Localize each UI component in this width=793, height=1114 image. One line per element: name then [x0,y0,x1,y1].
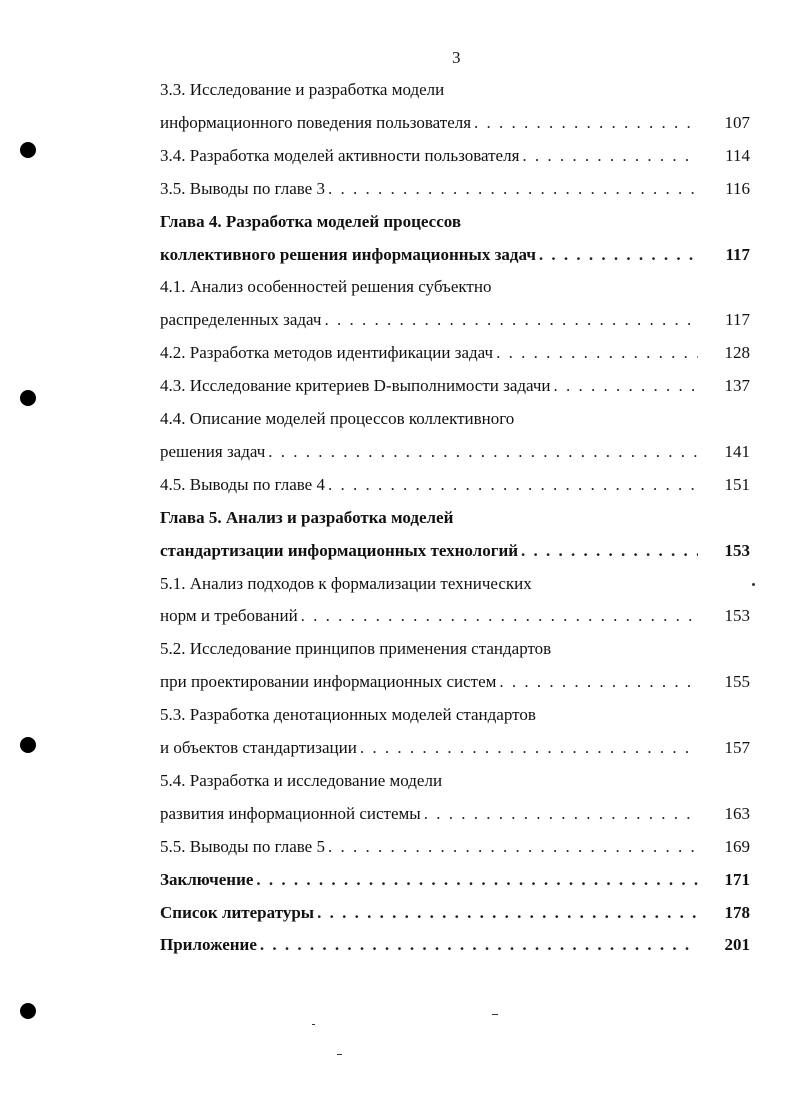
toc-entry [160,407,750,431]
toc-leader-dots [496,341,698,365]
toc-entry-title: 5.4. Разработка и исследование модели [160,771,443,790]
scan-speck [312,1024,315,1025]
toc-leader-dots [554,374,698,398]
toc-entry [160,868,750,892]
toc-leader-dots [256,868,698,892]
toc-entry-line [160,539,698,563]
toc-entry-title: 5.3. Разработка денотационных моделей стандартов [160,705,536,724]
toc-entry [160,243,750,267]
toc-entry-title: 5.1. Анализ подходов к формализации технических [160,574,532,593]
toc-entry-title: 3.5. Выводы по главе 3 [160,179,325,198]
toc-entry-line [160,901,698,925]
toc-entry-line [160,572,698,596]
toc-entry [160,177,750,201]
toc-page-number: 141 [724,442,750,461]
toc-entry-line [160,374,698,398]
toc-leader-dots [324,308,698,332]
toc-entry-line [160,111,698,135]
toc-entry [160,572,750,596]
toc-leader-dots [328,835,698,859]
toc-entry-line [160,473,698,497]
toc-leader-dots [499,670,698,694]
punch-hole [20,142,36,158]
toc-entry-title: 4.2. Разработка методов идентификации задач [160,343,494,362]
toc-entry-line [160,736,698,760]
toc-entry-title: Приложение [160,935,257,954]
toc-entry [160,275,750,299]
toc-entry-title: и объектов стандартизации [160,738,357,757]
toc-page-number: 171 [724,870,750,889]
toc-entry-line [160,835,698,859]
toc-entry-line [160,703,698,727]
toc-page-number: 151 [724,475,750,494]
toc-leader-dots [522,144,698,168]
toc-entry-line [160,177,698,201]
toc-entry-title: 3.4. Разработка моделей активности пользователя [160,146,520,165]
toc-page-number: 201 [724,935,750,954]
toc-page-number: 169 [724,837,750,856]
toc-leader-dots [328,473,698,497]
toc-entry-line [160,604,698,628]
toc-entry-title: при проектировании информационных систем [160,672,497,691]
toc-page-number: 117 [725,310,750,329]
toc-entry-title: стандартизации информационных технологий [160,541,519,560]
toc-entry-title: 4.3. Исследование критериев D-выполнимости задачи [160,376,551,395]
toc-page-number: 137 [724,376,750,395]
toc-leader-dots [301,604,698,628]
toc-page-number: 157 [724,738,750,757]
toc-entry-title: 4.4. Описание моделей процессов коллективного [160,409,515,428]
toc-entry-line [160,210,698,234]
scan-speck [492,1014,498,1015]
toc-entry [160,539,750,563]
toc-entry [160,440,750,464]
toc-entry [160,901,750,925]
toc-leader-dots [521,539,698,563]
toc-entry [160,637,750,661]
toc-page-number: 107 [724,113,750,132]
toc-entry-title: 4.1. Анализ особенностей решения субъектно [160,277,492,296]
toc-entry [160,374,750,398]
toc-entry-line [160,670,698,694]
toc-entry [160,111,750,135]
toc-entry [160,341,750,365]
toc-entry-title: 5.2. Исследование принципов применения стандартов [160,639,552,658]
punch-hole [20,1003,36,1019]
toc-leader-dots [360,736,698,760]
punch-hole [20,737,36,753]
toc-page-number: 117 [725,245,750,264]
toc-entry [160,835,750,859]
toc-entry-line [160,275,698,299]
toc-entry-title: коллективного решения информационных задач [160,245,536,264]
toc-entry-title: Список литературы [160,903,315,922]
toc-leader-dots [268,440,698,464]
toc-entry-title: 4.5. Выводы по главе 4 [160,475,325,494]
toc-page-number: 114 [725,146,750,165]
toc-leader-dots [260,933,698,957]
toc-entry [160,670,750,694]
punch-hole [20,390,36,406]
toc-leader-dots [424,802,698,826]
toc-leader-dots [539,243,698,267]
scan-speck [337,1054,342,1055]
toc-entry-title: Глава 5. Анализ и разработка моделей [160,508,454,527]
toc-entry-title: 3.3. Исследование и разработка модели [160,80,445,99]
toc-entry-line [160,308,698,332]
toc-entry-line [160,78,698,102]
toc-entry-line [160,144,698,168]
toc-page-number: 178 [724,903,750,922]
toc-entry [160,78,750,102]
toc-page-number: 155 [724,672,750,691]
toc-entry-title: Глава 4. Разработка моделей процессов [160,212,462,231]
toc-entry-line [160,868,698,892]
toc-page-number: 116 [725,179,750,198]
toc-entry-line [160,407,698,431]
toc-entry [160,736,750,760]
toc-entry-title: 5.5. Выводы по главе 5 [160,837,325,856]
toc-entry-line [160,933,698,957]
scan-speck [752,583,755,586]
toc-leader-dots [317,901,698,925]
toc-page-number: 153 [724,606,750,625]
toc-entry [160,506,750,530]
toc-entry-line [160,243,698,267]
toc-entry-title: информационного поведения пользователя [160,113,472,132]
toc-entry [160,308,750,332]
page-number: 3 [452,48,461,67]
toc-entry-line [160,341,698,365]
toc-page-number: 128 [724,343,750,362]
toc-entry [160,144,750,168]
toc-page-number: 153 [724,541,750,560]
toc-entry-title: Заключение [160,870,254,889]
toc-page-number: 163 [724,804,750,823]
toc-entry-line [160,440,698,464]
toc-leader-dots [328,177,698,201]
toc-entry [160,802,750,826]
toc-leader-dots [474,111,698,135]
toc-entry-title: распределенных задач [160,310,322,329]
toc-entry [160,703,750,727]
toc-entry-line [160,637,698,661]
toc-entry-line [160,769,698,793]
toc-entry-title: развития информационной системы [160,804,421,823]
toc-entry-title: решения задач [160,442,266,461]
toc-entry-title: норм и требований [160,606,298,625]
toc-entry [160,210,750,234]
toc-entry [160,933,750,957]
toc-entry [160,604,750,628]
toc-entry [160,769,750,793]
toc-entry [160,473,750,497]
toc-entry-line [160,506,698,530]
toc-entry-line [160,802,698,826]
